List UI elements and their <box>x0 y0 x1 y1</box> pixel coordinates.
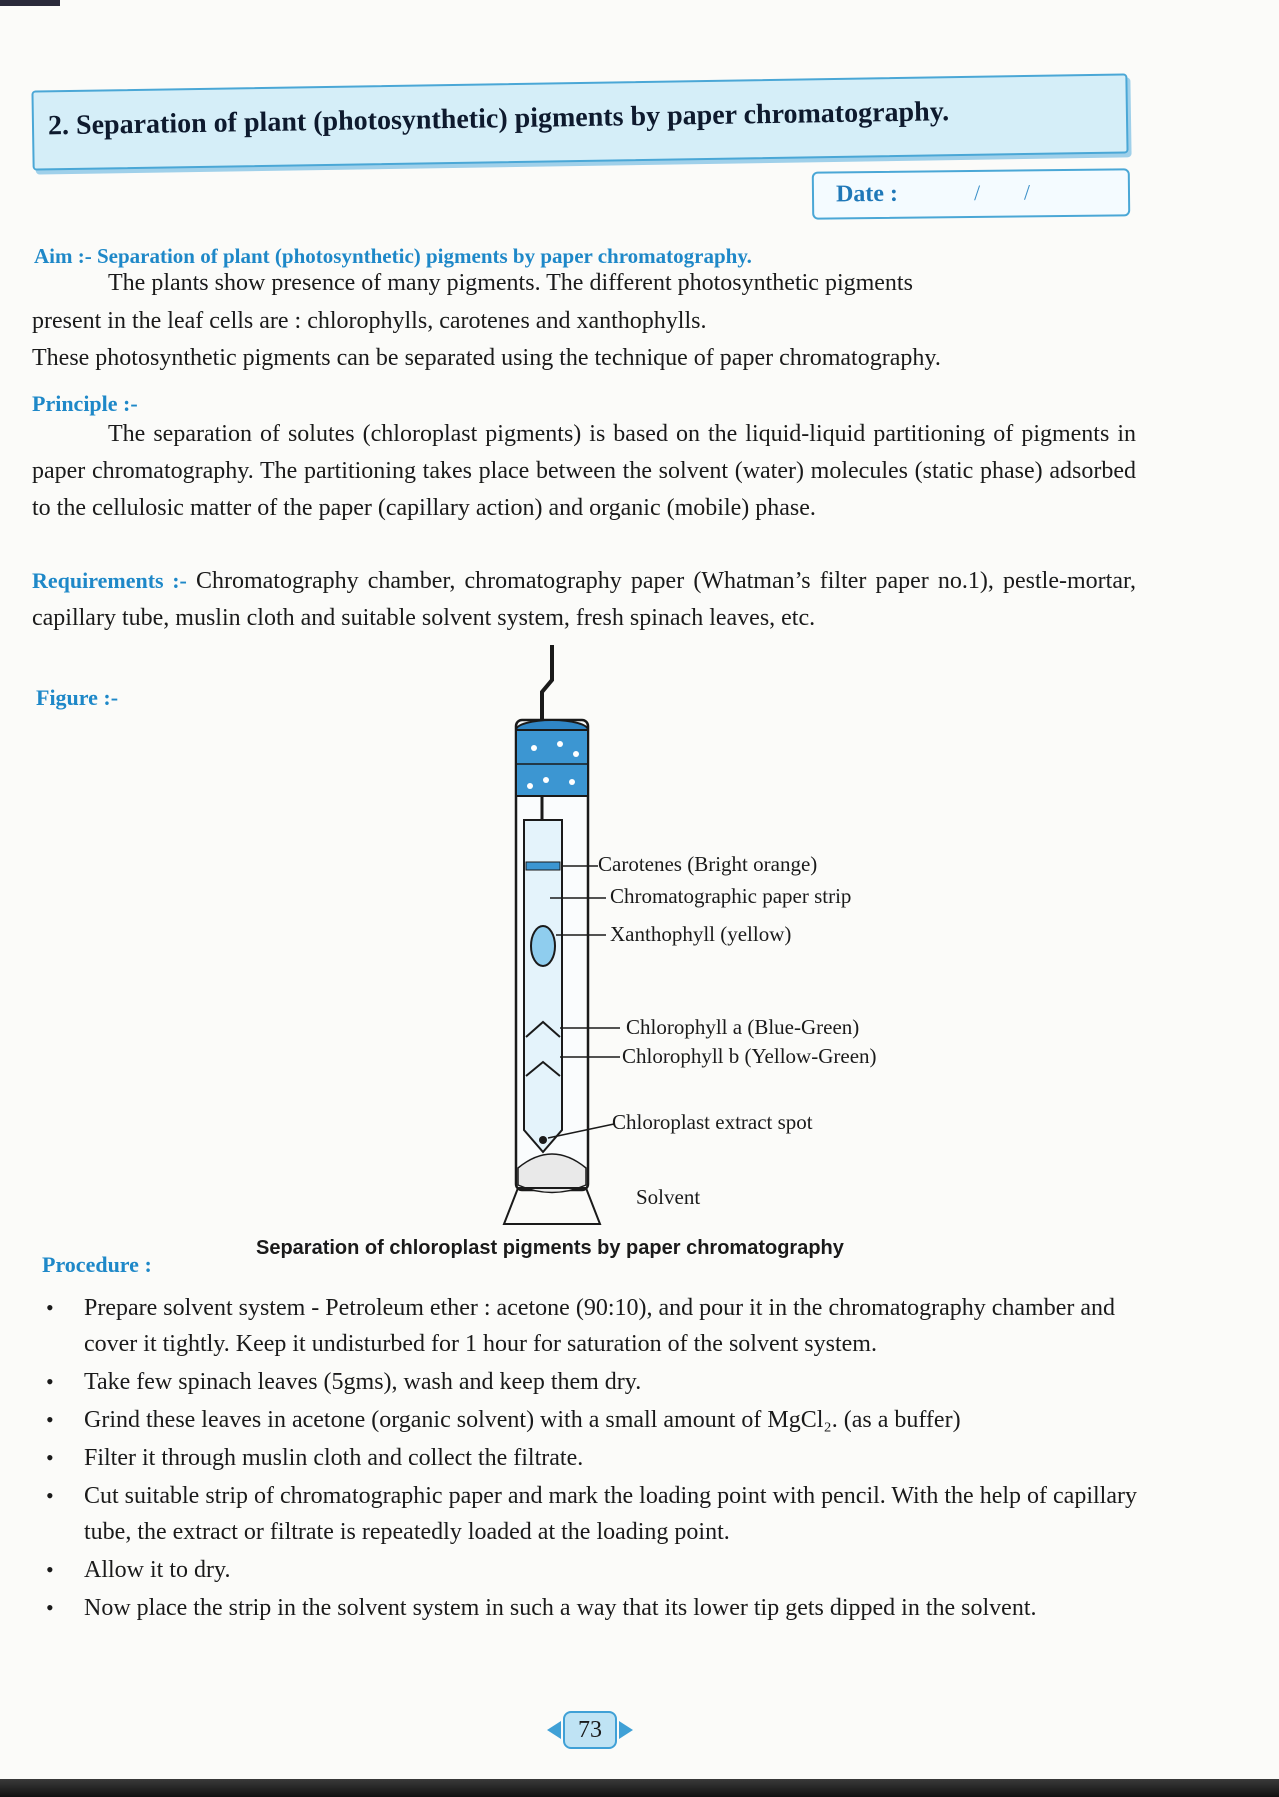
tube-stand <box>504 1188 600 1224</box>
procedure-step: • Grind these leaves in acetone (organic solvent) with a small amount of MgCl₂. (as a buffer) <box>40 1402 1152 1438</box>
title-banner <box>31 73 1128 170</box>
procedure-step: • Take few spinach leaves (5gms), wash and keep them dry. <box>40 1364 1152 1400</box>
extract-spot <box>539 1136 547 1144</box>
date-box <box>812 168 1130 219</box>
label-xanthophyll: Xanthophyll (yellow) <box>610 922 792 946</box>
page-number-badge <box>545 1709 635 1749</box>
procedure-step: • Filter it through muslin cloth and collect the filtrate. <box>40 1440 1152 1476</box>
date-label: Date : <box>835 180 899 208</box>
requirements-paragraph <box>32 562 1136 637</box>
figure-label: Figure :- <box>36 685 119 710</box>
principle-label: Principle :- <box>32 391 138 416</box>
aim-row <box>34 244 752 269</box>
aim-line-3: These photosynthetic pigments can be separated using the technique of paper chromatography. <box>32 345 941 371</box>
page-number: 73 <box>563 1711 617 1749</box>
label-solvent: Solvent <box>636 1185 701 1209</box>
aim-label: Aim :- <box>34 244 92 268</box>
figure-caption: Separation of chloroplast pigments by paper chromatography <box>256 1237 844 1259</box>
procedure-list <box>40 1290 1152 1628</box>
date-slash: / <box>973 179 981 205</box>
requirements-text: Chromatography chamber, chromatography paper (Whatman’s filter paper no.1), pestle-mortar, capillary tube, muslin cloth and suitable solvent system, fresh spinach leaves, etc. <box>32 568 1137 631</box>
scan-edge-shadow <box>0 0 60 6</box>
procedure-step: • Now place the strip in the solvent system in such a way that its lower tip gets dipped in the solvent. <box>40 1590 1152 1626</box>
aim-heading: Separation of plant (photosynthetic) pigments by paper chromatography. <box>96 244 752 268</box>
label-paper-strip: Chromatographic paper strip <box>610 884 852 908</box>
carotenes-band <box>526 862 560 870</box>
requirements-label: Requirements :- <box>32 568 187 593</box>
procedure-step: • Cut suitable strip of chromatographic paper and mark the loading point with pencil. With the help of capillary tube, the extract or filtrate is repeatedly loaded at the loading point. <box>40 1478 1152 1550</box>
aim-line-1: The plants show presence of many pigments. The different photosynthetic pigments <box>108 270 913 296</box>
label-extract-spot: Chloroplast extract spot <box>612 1110 813 1134</box>
scan-bottom-edge <box>0 1779 1279 1797</box>
date-slash: / <box>1023 179 1031 205</box>
procedure-label: Procedure : <box>42 1252 152 1277</box>
hanging-hook <box>542 645 552 728</box>
label-carotenes: Carotenes (Bright orange) <box>598 852 818 876</box>
xanthophyll-spot <box>531 926 555 966</box>
label-chlorophyll-a: Chlorophyll a (Blue-Green) <box>626 1015 860 1039</box>
procedure-step: • Allow it to dry. <box>40 1552 1152 1588</box>
aim-line-2: present in the leaf cells are : chlorophylls, carotenes and xanthophylls. <box>32 308 707 334</box>
cork-stopper <box>516 730 588 796</box>
page-title: 2. Separation of plant (photosynthetic) pigments by paper chromatography. <box>47 96 950 142</box>
procedure-step: • Prepare solvent system - Petroleum ether : acetone (90:10), and pour it in the chromatography chamber and cover it tightly. Keep it undisturbed for 1 hour for saturation of the solvent system. <box>40 1290 1152 1362</box>
label-chlorophyll-b: Chlorophyll b (Yellow-Green) <box>622 1044 877 1068</box>
principle-text: The separation of solutes (chloroplast pigments) is based on the liquid-liquid partitioning of pigments in paper chromatography. The partitioning takes place between the solvent (water) molecules (static phase) adsorbed to the cellulosic matter of the paper (capillary action) and organic (mobile) phase. <box>32 421 1136 521</box>
